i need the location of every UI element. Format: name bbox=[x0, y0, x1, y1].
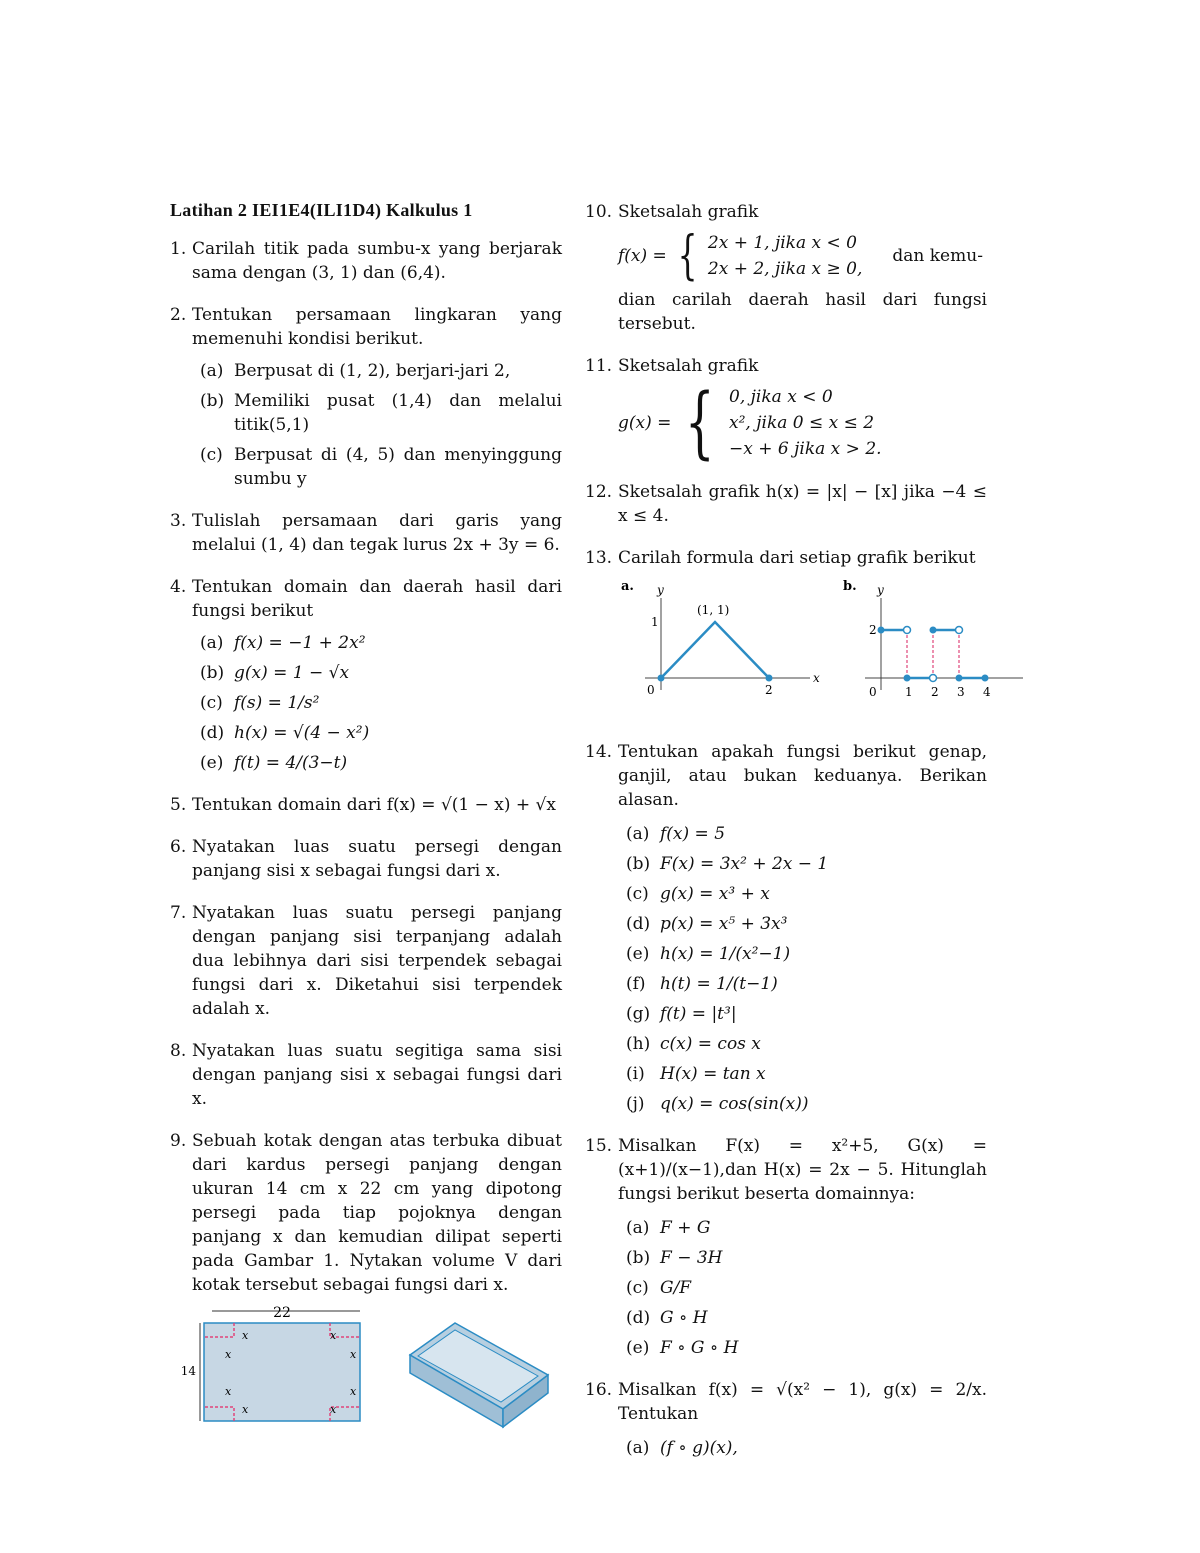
sub-item-label: (a) bbox=[626, 1438, 650, 1458]
tick-label-x: 3 bbox=[957, 685, 965, 699]
continuation: dan kemu- bbox=[892, 246, 983, 266]
sub-item-label: (c) bbox=[626, 884, 649, 904]
sub-item-label: (b) bbox=[626, 854, 651, 874]
problem-1 bbox=[170, 237, 562, 285]
sub-item bbox=[626, 1062, 987, 1086]
sub-item-text: c(x) = cos x bbox=[660, 1034, 761, 1054]
piecewise-g bbox=[618, 378, 987, 468]
open-point bbox=[956, 627, 963, 634]
problem-number: 5. bbox=[170, 795, 187, 815]
corner-label: x bbox=[242, 1403, 249, 1416]
corner-label: x bbox=[330, 1403, 337, 1416]
sub-item-text: H(x) = tan x bbox=[660, 1064, 766, 1084]
right-column bbox=[585, 200, 991, 1478]
problem-12 bbox=[585, 480, 987, 528]
problem-2 bbox=[170, 303, 562, 491]
peak-label: (1, 1) bbox=[697, 603, 730, 617]
sub-item bbox=[626, 1002, 987, 1026]
sub-item bbox=[626, 1436, 987, 1460]
problem-5 bbox=[170, 793, 562, 817]
case-2: x², jika 0 ≤ x ≤ 2 bbox=[729, 413, 875, 433]
problem-number: 16. bbox=[585, 1380, 613, 1400]
problem-lead: Sketsalah grafik bbox=[618, 202, 759, 222]
x-axis-label: x bbox=[813, 671, 820, 685]
sub-item bbox=[200, 631, 562, 655]
sub-item bbox=[200, 751, 562, 775]
panel-label: a. bbox=[621, 579, 634, 594]
sub-item-label: (d) bbox=[626, 914, 651, 934]
height-label: 14 bbox=[180, 1364, 196, 1378]
problem-3 bbox=[170, 509, 562, 557]
problem-6 bbox=[170, 835, 562, 883]
problem-text: Sebuah kotak dengan atas terbuka dibuat dari kardus persegi panjang dengan ukuran 14 cm x 22 cm yang dipotong persegi pada tiap pojoknya dengan panjang x dan kemudian dilipat seperti pada Gambar 1. Nytakan volume V dari kotak tersebut sebagai fungsi dari x. bbox=[192, 1131, 562, 1295]
sub-item-text: p(x) = x⁵ + 3x³ bbox=[660, 914, 788, 934]
sub-items bbox=[618, 1436, 987, 1460]
flat-sheet-diagram bbox=[181, 1305, 360, 1421]
corner-label: x bbox=[225, 1385, 232, 1398]
sub-item-label: (a) bbox=[200, 361, 224, 381]
sub-item-label: (b) bbox=[200, 391, 225, 411]
left-column bbox=[170, 200, 562, 1428]
sub-item-text: f(t) = 4/(3−t) bbox=[234, 753, 348, 773]
sub-item-text: Memiliki pusat (1,4) dan melalui titik(5,1) bbox=[234, 391, 562, 435]
problem-number: 10. bbox=[585, 202, 613, 222]
figure-1-cardboard bbox=[170, 1303, 562, 1428]
problem-text: Tentukan domain dari f(x) = √(1 − x) + √x bbox=[192, 795, 556, 815]
panel-label: b. bbox=[843, 579, 857, 594]
problem-text: Sketsalah grafik h(x) = |x| − [x] jika −4 ≤ x ≤ 4. bbox=[618, 482, 987, 526]
sub-item-label: (e) bbox=[626, 944, 650, 964]
y-axis-label: y bbox=[877, 583, 884, 597]
problem-number: 3. bbox=[170, 511, 187, 531]
problem-16 bbox=[585, 1378, 987, 1460]
problem-number: 12. bbox=[585, 482, 613, 502]
problem-number: 7. bbox=[170, 903, 187, 923]
sub-item-label: (d) bbox=[200, 723, 225, 743]
sub-item bbox=[626, 822, 987, 846]
sub-item bbox=[626, 882, 987, 906]
sub-item-text: (f ∘ g)(x), bbox=[660, 1438, 738, 1458]
case-2: 2x + 2, jika x ≥ 0, bbox=[707, 259, 863, 279]
closed-point bbox=[878, 627, 885, 634]
sub-item-label: (g) bbox=[626, 1004, 651, 1024]
sub-items bbox=[192, 631, 562, 775]
closed-point bbox=[930, 627, 937, 634]
sub-item-text: F + G bbox=[660, 1218, 711, 1238]
problem-text: Tentukan apakah fungsi berikut genap, ganjil, atau bukan keduanya. Berikan alasan. bbox=[618, 742, 987, 810]
sub-item-label: (c) bbox=[200, 693, 223, 713]
closed-point bbox=[956, 675, 963, 682]
problem-text: Tentukan domain dan daerah hasil dari fungsi berikut bbox=[192, 577, 562, 621]
problem-text: Misalkan f(x) = √(x² − 1), g(x) = 2/x. Tentukan bbox=[618, 1380, 987, 1424]
sub-item-label: (a) bbox=[200, 633, 224, 653]
sub-item-label: (i) bbox=[626, 1064, 645, 1084]
problem-number: 15. bbox=[585, 1136, 613, 1156]
width-label: 22 bbox=[273, 1305, 291, 1321]
sub-item-label: (a) bbox=[626, 824, 650, 844]
problem-13 bbox=[585, 546, 987, 570]
problem-7 bbox=[170, 901, 562, 1021]
graph-a bbox=[621, 579, 820, 697]
case-3: −x + 6 jika x > 2. bbox=[729, 439, 882, 459]
problem-number: 14. bbox=[585, 742, 613, 762]
sub-item-text: Berpusat di (4, 5) dan menyinggung sumbu y bbox=[234, 445, 562, 489]
sub-item-text: F ∘ G ∘ H bbox=[660, 1338, 739, 1358]
page-title: Latihan 2 IEI1E4(ILI1D4) Kalkulus 1 bbox=[170, 200, 473, 220]
open-point bbox=[904, 627, 911, 634]
problem-lead: Sketsalah grafik bbox=[618, 356, 759, 376]
corner-label: x bbox=[350, 1348, 357, 1361]
tick-label-y: 1 bbox=[651, 615, 659, 629]
problem-text: Nyatakan luas suatu persegi panjang dengan panjang sisi terpanjang adalah dua lebihnya dari sisi terpendek sebagai fungsi dari x. Diketahui sisi terpendek adalah x. bbox=[192, 903, 562, 1019]
problem-number: 13. bbox=[585, 548, 613, 568]
problem-4 bbox=[170, 575, 562, 775]
sub-item bbox=[626, 972, 987, 996]
sub-item bbox=[626, 1306, 987, 1330]
tick-label-x: 2 bbox=[931, 685, 939, 699]
sub-item-text: g(x) = x³ + x bbox=[660, 884, 770, 904]
problem-text: Misalkan F(x) = x²+5, G(x) = (x+1)/(x−1),dan H(x) = 2x − 5. Hitunglah fungsi berikut beserta domainnya: bbox=[618, 1136, 987, 1204]
problem-number: 11. bbox=[585, 356, 613, 376]
sub-item-text: G/F bbox=[660, 1278, 692, 1298]
problem-number: 4. bbox=[170, 577, 187, 597]
corner-label: x bbox=[242, 1329, 249, 1342]
sub-item-text: Berpusat di (1, 2), berjari-jari 2, bbox=[234, 361, 511, 381]
figure-graphs bbox=[585, 578, 991, 718]
sub-item-label: (b) bbox=[626, 1248, 651, 1268]
tick-label-x: 2 bbox=[765, 683, 773, 697]
sub-item bbox=[626, 1092, 987, 1116]
problem-text: Nyatakan luas suatu segitiga sama sisi dengan panjang sisi x sebagai fungsi dari x. bbox=[192, 1041, 562, 1109]
sub-item-label: (c) bbox=[200, 445, 223, 465]
sub-item bbox=[200, 359, 562, 383]
problem-9 bbox=[170, 1129, 562, 1297]
sub-item bbox=[200, 691, 562, 715]
tick-label-x: 4 bbox=[983, 685, 991, 699]
closed-point bbox=[982, 675, 989, 682]
tick-label-y: 2 bbox=[869, 623, 877, 637]
sub-item bbox=[200, 721, 562, 745]
tick-label-x: 1 bbox=[905, 685, 913, 699]
sub-items bbox=[618, 1216, 987, 1360]
problem-number: 6. bbox=[170, 837, 187, 857]
sub-item-label: (j) bbox=[626, 1094, 645, 1114]
sub-item bbox=[626, 852, 987, 876]
sub-item-text: f(x) = 5 bbox=[660, 824, 726, 844]
sub-item-text: h(x) = √(4 − x²) bbox=[234, 723, 370, 743]
problem-15 bbox=[585, 1134, 987, 1360]
problem-14 bbox=[585, 740, 987, 1116]
sub-item bbox=[626, 1336, 987, 1360]
problem-text: Tulislah persamaan dari garis yang melalui (1, 4) dan tegak lurus 2x + 3y = 6. bbox=[192, 511, 562, 555]
sub-item-text: f(s) = 1/s² bbox=[234, 693, 320, 713]
triangle-line bbox=[661, 622, 769, 678]
problem-number: 9. bbox=[170, 1131, 187, 1151]
sub-item bbox=[626, 912, 987, 936]
point-start bbox=[658, 675, 665, 682]
function-lhs: f(x) = bbox=[618, 246, 667, 266]
sub-item bbox=[626, 1276, 987, 1300]
closed-point bbox=[904, 675, 911, 682]
corner-label: x bbox=[225, 1348, 232, 1361]
problem-8 bbox=[170, 1039, 562, 1111]
problem-number: 1. bbox=[170, 239, 187, 259]
function-lhs: g(x) = bbox=[618, 413, 672, 433]
sub-item-label: (h) bbox=[626, 1034, 651, 1054]
sub-item bbox=[626, 942, 987, 966]
cases bbox=[708, 230, 863, 282]
sub-item bbox=[626, 1246, 987, 1270]
sub-item-text: F(x) = 3x² + 2x − 1 bbox=[660, 854, 829, 874]
sub-item-label: (e) bbox=[626, 1338, 650, 1358]
sub-item-label: (d) bbox=[626, 1308, 651, 1328]
sub-item-label: (a) bbox=[626, 1218, 650, 1238]
sub-item-label: (c) bbox=[626, 1278, 649, 1298]
folded-box-diagram bbox=[410, 1323, 548, 1427]
sub-item-text: q(x) = cos(sin(x)) bbox=[660, 1094, 809, 1114]
problem-10 bbox=[585, 200, 987, 336]
open-point bbox=[930, 675, 937, 682]
sub-item bbox=[200, 443, 562, 491]
y-axis-label: y bbox=[657, 583, 664, 597]
problem-number: 2. bbox=[170, 305, 187, 325]
sub-item bbox=[626, 1216, 987, 1240]
sub-item-label: (b) bbox=[200, 663, 225, 683]
problem-text: Carilah formula dari setiap grafik berikut bbox=[618, 548, 976, 568]
sub-item-text: h(t) = 1/(t−1) bbox=[660, 974, 778, 994]
sub-item-text: f(x) = −1 + 2x² bbox=[234, 633, 366, 653]
sub-item bbox=[626, 1032, 987, 1056]
cases bbox=[729, 384, 882, 462]
origin-label: 0 bbox=[647, 683, 655, 697]
sub-item bbox=[200, 389, 562, 437]
problem-tail: dian carilah daerah hasil dari fungsi tersebut. bbox=[618, 290, 987, 334]
problem-text: Tentukan persamaan lingkaran yang memenuhi kondisi berikut. bbox=[192, 305, 562, 349]
sub-items bbox=[618, 822, 987, 1116]
problem-number: 8. bbox=[170, 1041, 187, 1061]
graph-b bbox=[843, 579, 1023, 699]
sub-item-text: f(t) = |t³| bbox=[660, 1004, 737, 1024]
problem-text: Nyatakan luas suatu persegi dengan panjang sisi x sebagai fungsi dari x. bbox=[192, 837, 562, 881]
sub-item-text: F − 3H bbox=[660, 1248, 723, 1268]
sub-items bbox=[192, 359, 562, 491]
sub-item bbox=[200, 661, 562, 685]
piecewise-f bbox=[618, 226, 987, 286]
point-end bbox=[766, 675, 773, 682]
corner-label: x bbox=[350, 1385, 357, 1398]
problem-text: Carilah titik pada sumbu-x yang berjarak sama dengan (3, 1) dan (6,4). bbox=[192, 239, 562, 283]
sub-item-label: (e) bbox=[200, 753, 224, 773]
brace-icon: { bbox=[677, 226, 698, 286]
corner-label: x bbox=[330, 1329, 337, 1342]
sub-item-text: g(x) = 1 − √x bbox=[234, 663, 350, 683]
origin-label: 0 bbox=[869, 685, 877, 699]
case-1: 2x + 1, jika x < 0 bbox=[707, 233, 857, 253]
sub-item-text: G ∘ H bbox=[660, 1308, 708, 1328]
problem-11 bbox=[585, 354, 987, 468]
case-1: 0, jika x < 0 bbox=[729, 387, 833, 407]
sub-item-text: h(x) = 1/(x²−1) bbox=[660, 944, 791, 964]
brace-icon: { bbox=[685, 378, 716, 468]
sub-item-label: (f) bbox=[626, 974, 646, 994]
